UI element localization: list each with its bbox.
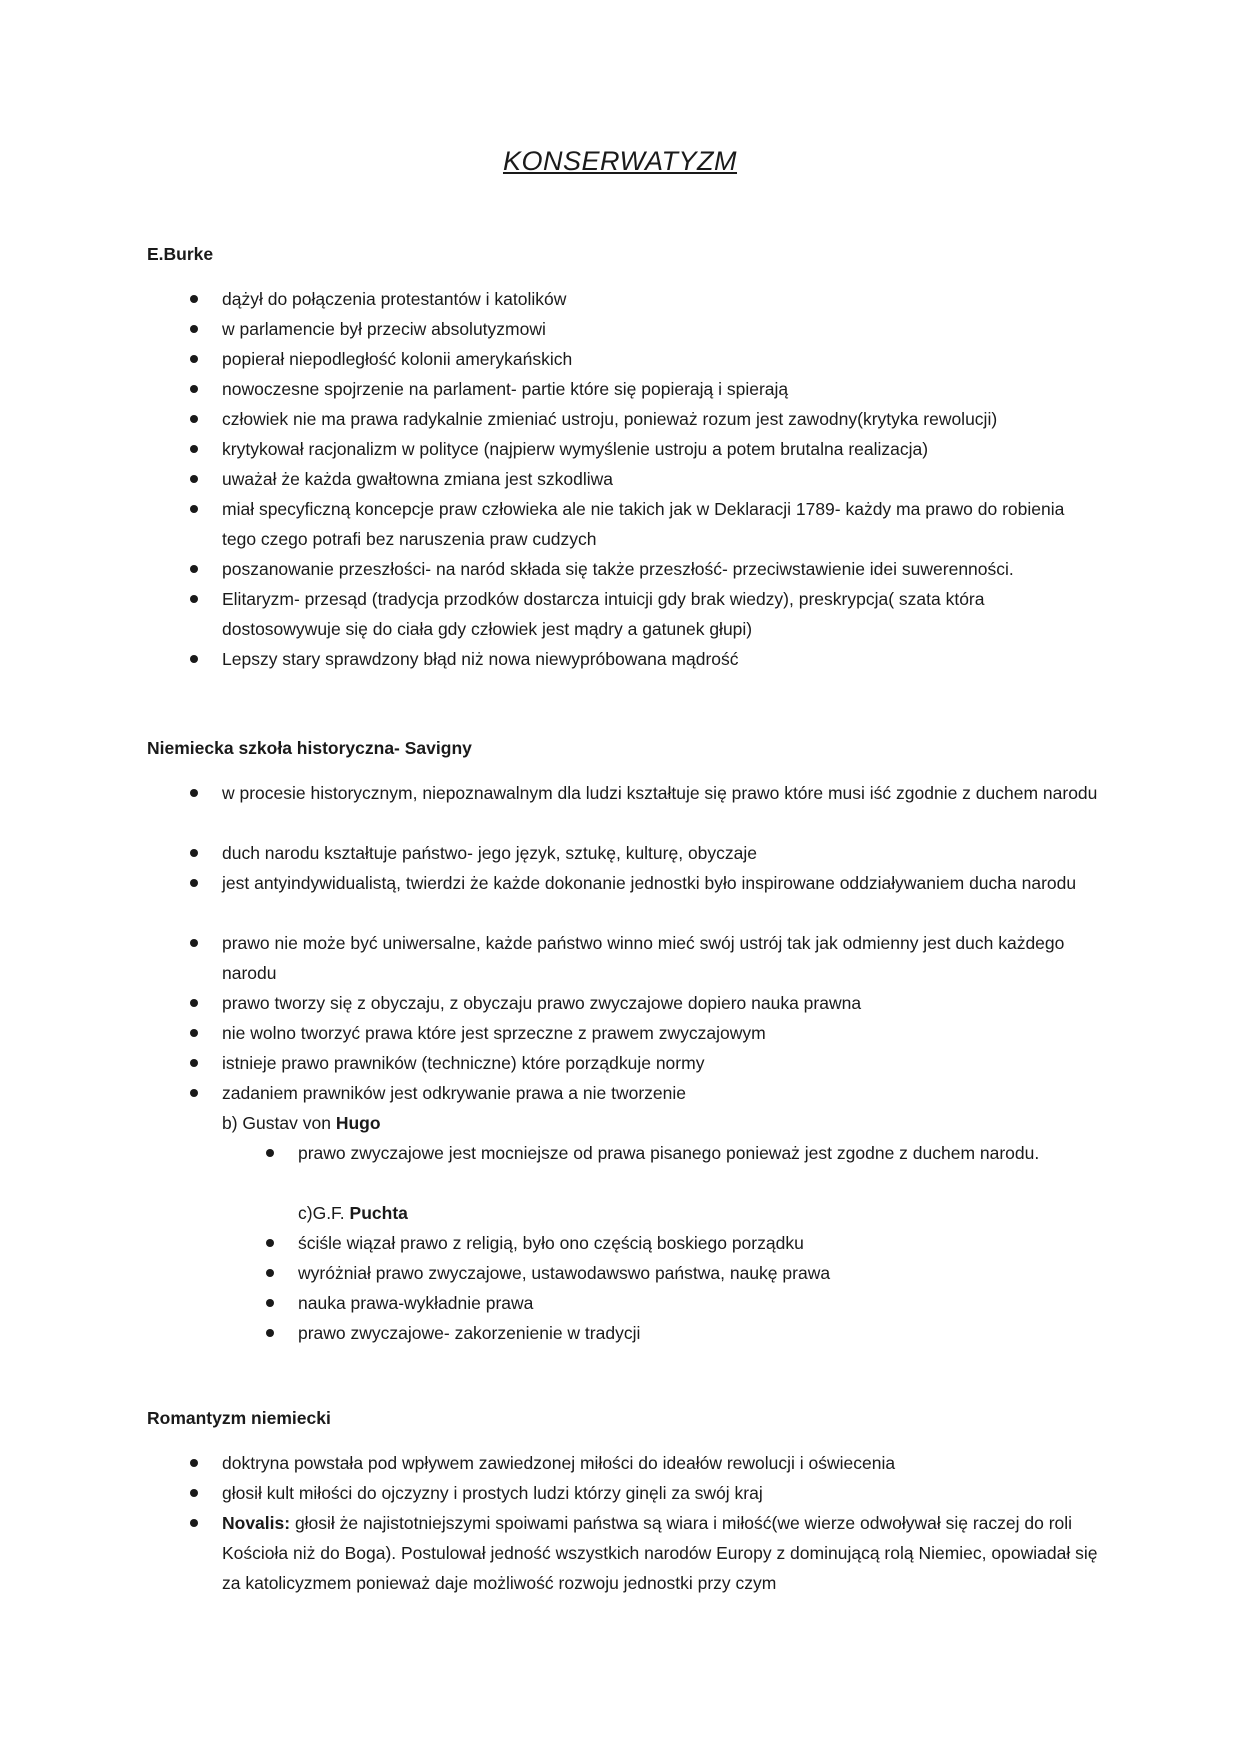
subheading-hugo: b) Gustav von Hugo (222, 1113, 381, 1133)
bullet-icon (190, 1459, 198, 1467)
list-item: w parlamencie był przeciw absolutyzmowi (222, 314, 1102, 344)
bullet-icon (190, 655, 198, 663)
list-item: Lepszy stary sprawdzony błąd niż nowa niewypróbowana mądrość (222, 644, 1102, 674)
bullet-icon (190, 475, 198, 483)
bullet-icon (190, 1059, 198, 1067)
list-item: poszanowanie przeszłości- na naród składa się także przeszłość- przeciwstawienie idei suwerenności. (222, 554, 1102, 584)
list-item: krytykował racjonalizm w polityce (najpierw wymyślenie ustroju a potem brutalna realizacja) (222, 434, 1102, 464)
bullet-icon (266, 1239, 274, 1247)
list-item: nie wolno tworzyć prawa które jest sprzeczne z prawem zwyczajowym (222, 1018, 1102, 1048)
bullet-icon (190, 789, 198, 797)
bullet-icon (190, 595, 198, 603)
bullet-icon (190, 385, 198, 393)
bullet-icon (190, 999, 198, 1007)
list-item: popierał niepodległość kolonii amerykańskich (222, 344, 1102, 374)
bullet-icon (190, 879, 198, 887)
list-item: uważał że każda gwałtowna zmiana jest szkodliwa (222, 464, 1102, 494)
list-item: Novalis: głosił że najistotniejszymi spoiwami państwa są wiara i miłość(we wierze odwoływał się raczej do roli Kościoła niż do Boga). Postulował jedność wszystkich narodów Europy z dominującą rolą Niemiec, opowiadał się za katolicyzmem ponieważ daje możliwość rozwoju jednostki przy czym (222, 1508, 1102, 1598)
heading-burke: E.Burke (147, 244, 214, 264)
bullet-icon (190, 1029, 198, 1037)
bullet-icon (190, 565, 198, 573)
list-item: prawo zwyczajowe jest mocniejsze od prawa pisanego ponieważ jest zgodne z duchem narodu. (298, 1138, 1118, 1168)
bullet-icon (190, 1089, 198, 1097)
list-item: głosił kult miłości do ojczyzny i prostych ludzi którzy ginęli za swój kraj (222, 1478, 1102, 1508)
bullet-icon (266, 1269, 274, 1277)
bullet-icon (190, 1489, 198, 1497)
heading-savigny: Niemiecka szkoła historyczna- Savigny (147, 738, 472, 758)
list-item: doktryna powstała pod wpływem zawiedzonej miłości do ideałów rewolucji i oświecenia (222, 1448, 1102, 1478)
bullet-icon (266, 1299, 274, 1307)
bullet-icon (190, 325, 198, 333)
list-item: duch narodu kształtuje państwo- jego język, sztukę, kulturę, obyczaje (222, 838, 1102, 868)
bullet-icon (266, 1329, 274, 1337)
bullet-icon (190, 295, 198, 303)
list-item: dążył do połączenia protestantów i katolików (222, 284, 1102, 314)
list-item: jest antyindywidualistą, twierdzi że każde dokonanie jednostki było inspirowane oddziaływaniem ducha narodu (222, 868, 1102, 898)
bullet-icon (190, 849, 198, 857)
bullet-icon (190, 939, 198, 947)
list-item: prawo nie może być uniwersalne, każde państwo winno mieć swój ustrój tak jak odmienny jest duch każdego narodu (222, 928, 1102, 988)
list-item: wyróżniał prawo zwyczajowe, ustawodawswo państwa, naukę prawa (298, 1258, 1118, 1288)
list-item: nauka prawa-wykładnie prawa (298, 1288, 1118, 1318)
list-item: miał specyficzną koncepcje praw człowieka ale nie takich jak w Deklaracji 1789- każdy ma prawo do robienia tego czego potrafi bez naruszenia praw cudzych (222, 494, 1102, 554)
bullet-icon (190, 1519, 198, 1527)
list-item: ściśle wiązał prawo z religią, było ono częścią boskiego porządku (298, 1228, 1118, 1258)
list-item: zadaniem prawników jest odkrywanie prawa a nie tworzenie (222, 1078, 1102, 1108)
bullet-icon (190, 415, 198, 423)
list-item: człowiek nie ma prawa radykalnie zmieniać ustroju, ponieważ rozum jest zawodny(krytyka rewolucji) (222, 404, 1102, 434)
subheading-puchta: c)G.F. Puchta (298, 1203, 408, 1223)
list-item: w procesie historycznym, niepoznawalnym dla ludzi kształtuje się prawo które musi iść zgodnie z duchem narodu (222, 778, 1102, 808)
list-item: prawo tworzy się z obyczaju, z obyczaju prawo zwyczajowe dopiero nauka prawna (222, 988, 1102, 1018)
page-title: KONSERWATYZM (502, 146, 738, 176)
list-item: Elitaryzm- przesąd (tradycja przodków dostarcza intuicji gdy brak wiedzy), preskrypcja( szata która dostosowywuje się do ciała gdy człowiek jest mądry a gatunek głupi) (222, 584, 1102, 644)
bullet-icon (266, 1149, 274, 1157)
bullet-icon (190, 445, 198, 453)
list-item: prawo zwyczajowe- zakorzenienie w tradycji (298, 1318, 1118, 1348)
list-item: nowoczesne spojrzenie na parlament- partie które się popierają i spierają (222, 374, 1102, 404)
heading-romantyzm: Romantyzm niemiecki (147, 1408, 331, 1428)
bullet-icon (190, 355, 198, 363)
list-item: istnieje prawo prawników (techniczne) które porządkuje normy (222, 1048, 1102, 1078)
bullet-icon (190, 505, 198, 513)
